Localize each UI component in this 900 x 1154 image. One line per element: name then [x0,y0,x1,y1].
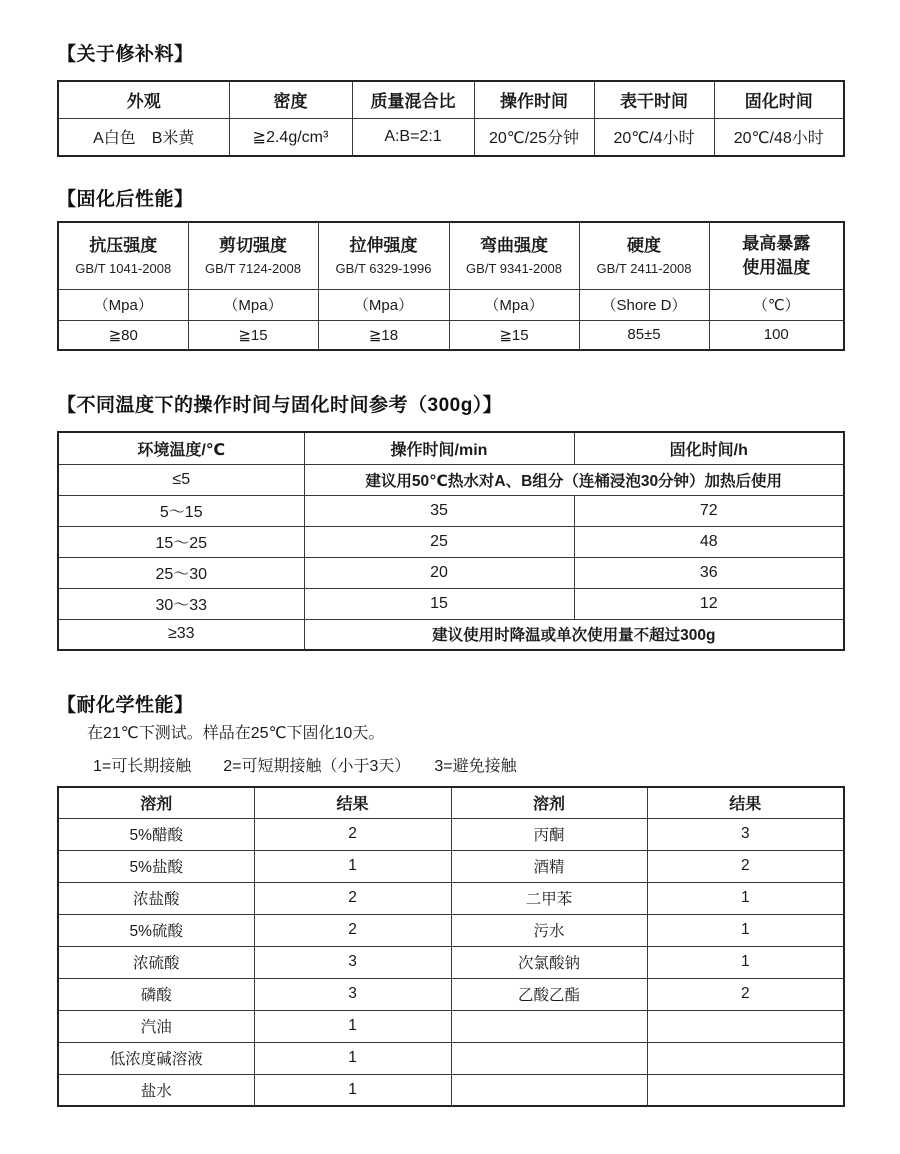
section-chemical-resistance [57,695,843,1107]
value-cell: ≧80 [58,320,188,350]
property-name: 抗压强度 [89,236,158,256]
table-row [58,619,844,650]
table-row [58,526,844,557]
solvent-cell [451,1074,647,1106]
property-name: 硬度 [627,236,661,256]
standard-ref: GB/T 7124-2008 [205,261,301,277]
result-cell: 1 [254,1010,451,1042]
result-cell: 1 [254,1042,451,1074]
solvent-cell: 5%硫酸 [58,914,254,946]
test-condition-note: 在21℃下测试。样品在25℃下固化10天。 [87,725,385,742]
col-header-appearance: 外观 [58,81,229,118]
section-repair-material [57,44,843,157]
table-header-row [58,222,844,289]
standard-ref: GB/T 6329-1996 [335,261,432,277]
solvent-cell: 5%盐酸 [58,850,254,882]
standard-ref: GB/T 1041-2008 [75,261,172,277]
col-header-shear [188,222,318,289]
temp-cell: ≤5 [58,464,304,495]
temp-reference-table [57,431,845,651]
col-header-tack-free-time: 表干时间 [594,81,714,118]
table-row [58,914,844,946]
chemical-resistance-table [57,786,845,1107]
table-header-row [58,787,844,818]
unit-cell: （Mpa） [188,289,318,320]
table-row [58,818,844,850]
result-cell: 3 [647,818,844,850]
col-header-solvent-left: 溶剂 [58,787,254,818]
cure-time-cell: 12 [574,588,844,619]
property-name: 拉伸强度 [349,236,418,256]
table-row [58,588,844,619]
table-row [58,495,844,526]
result-cell: 2 [647,850,844,882]
section-title-repair-material: 【关于修补料】 [57,44,194,65]
result-cell: 1 [254,850,451,882]
col-header-density: 密度 [229,81,352,118]
cell-mix-ratio: A:B=2:1 [352,118,474,156]
value-cell: 85±5 [579,320,709,350]
result-cell: 2 [647,978,844,1010]
table-row [58,557,844,588]
result-cell: 2 [254,882,451,914]
solvent-cell: 浓盐酸 [58,882,254,914]
result-cell: 3 [254,946,451,978]
table-row [58,1010,844,1042]
table-row [58,1042,844,1074]
solvent-cell: 浓硫酸 [58,946,254,978]
col-header-ambient-temp: 环境温度/℃ [58,432,304,464]
result-cell: 2 [254,914,451,946]
temp-cell: 25～30 [58,557,304,588]
col-header-compressive [58,222,188,289]
value-cell: ≧15 [449,320,579,350]
property-name: 使用温度 [742,257,811,277]
value-cell: 100 [709,320,844,350]
solvent-cell: 汽油 [58,1010,254,1042]
work-time-cell: 35 [304,495,574,526]
value-cell: ≧15 [188,320,318,350]
solvent-cell: 盐水 [58,1074,254,1106]
solvent-cell: 5%醋酸 [58,818,254,850]
temp-cell: 30～33 [58,588,304,619]
property-name: 弯曲强度 [480,236,548,256]
result-cell [647,1074,844,1106]
result-cell: 1 [647,946,844,978]
section-title-cured-performance: 【固化后性能】 [57,189,194,210]
result-cell [647,1042,844,1074]
col-header-flexural [449,222,579,289]
values-row [58,320,844,350]
solvent-cell: 低浓度碱溶液 [58,1042,254,1074]
table-row [58,978,844,1010]
col-header-max-temp [709,222,844,289]
col-header-hardness [579,222,709,289]
cell-work-time: 20℃/25分钟 [474,118,594,156]
work-time-cell: 20 [304,557,574,588]
table-header-row [58,81,844,118]
section-title-chemical-resistance: 【耐化学性能】 [57,695,194,716]
section-title-temp-reference: 【不同温度下的操作时间与固化时间参考（300g）】 [57,395,503,416]
cure-time-cell: 36 [574,557,844,588]
table-row [58,850,844,882]
section-cured-performance [57,189,843,351]
work-time-cell: 15 [304,588,574,619]
cure-time-cell: 72 [574,495,844,526]
solvent-cell: 酒精 [451,850,647,882]
solvent-cell: 污水 [451,914,647,946]
table-row [58,118,844,156]
work-time-cell: 25 [304,526,574,557]
unit-cell: （Mpa） [58,289,188,320]
temp-cell: 5～15 [58,495,304,526]
col-header-cure-time-h: 固化时间/h [574,432,844,464]
advice-cell: 建议用50℃热水对A、B组分（连桶浸泡30分钟）加热后使用 [304,464,844,495]
cured-performance-table [57,221,845,351]
result-cell [647,1010,844,1042]
units-row [58,289,844,320]
result-cell: 1 [647,882,844,914]
result-cell: 1 [254,1074,451,1106]
col-header-mix-ratio: 质量混合比 [352,81,474,118]
table-row [58,882,844,914]
unit-cell: （Mpa） [449,289,579,320]
result-cell: 3 [254,978,451,1010]
col-header-cure-time: 固化时间 [714,81,844,118]
solvent-cell: 乙酸乙酯 [451,978,647,1010]
solvent-cell: 次氯酸钠 [451,946,647,978]
temp-cell: 15～25 [58,526,304,557]
solvent-cell: 二甲苯 [451,882,647,914]
section-temp-reference [57,395,843,651]
rating-legend: 1=可长期接触 2=可短期接触（小于3天） 3=避免接触 [93,758,517,775]
unit-cell: （Shore D） [579,289,709,320]
unit-cell: （Mpa） [318,289,449,320]
value-cell: ≧18 [318,320,449,350]
col-header-work-time: 操作时间 [474,81,594,118]
cell-density: ≧2.4g/cm³ [229,118,352,156]
cell-appearance: A白色 B米黄 [58,118,229,156]
result-cell: 1 [647,914,844,946]
solvent-cell [451,1010,647,1042]
result-cell: 2 [254,818,451,850]
property-name: 最高暴露 [742,233,811,253]
temp-cell: ≥33 [58,619,304,650]
standard-ref: GB/T 2411-2008 [596,261,692,277]
col-header-result-right: 结果 [647,787,844,818]
cell-tack-free-time: 20℃/4小时 [594,118,714,156]
col-header-work-time-min: 操作时间/min [304,432,574,464]
solvent-cell: 丙酮 [451,818,647,850]
property-name: 剪切强度 [219,236,287,256]
advice-cell: 建议使用时降温或单次使用量不超过300g [304,619,844,650]
table-row [58,464,844,495]
table-row [58,1074,844,1106]
col-header-tensile [318,222,449,289]
table-header-row [58,432,844,464]
solvent-cell: 磷酸 [58,978,254,1010]
repair-material-table [57,80,845,157]
col-header-solvent-right: 溶剂 [451,787,647,818]
cure-time-cell: 48 [574,526,844,557]
unit-cell: （℃） [709,289,844,320]
standard-ref: GB/T 9341-2008 [466,261,562,277]
table-row [58,946,844,978]
col-header-result-left: 结果 [254,787,451,818]
cell-cure-time: 20℃/48小时 [714,118,844,156]
solvent-cell [451,1042,647,1074]
